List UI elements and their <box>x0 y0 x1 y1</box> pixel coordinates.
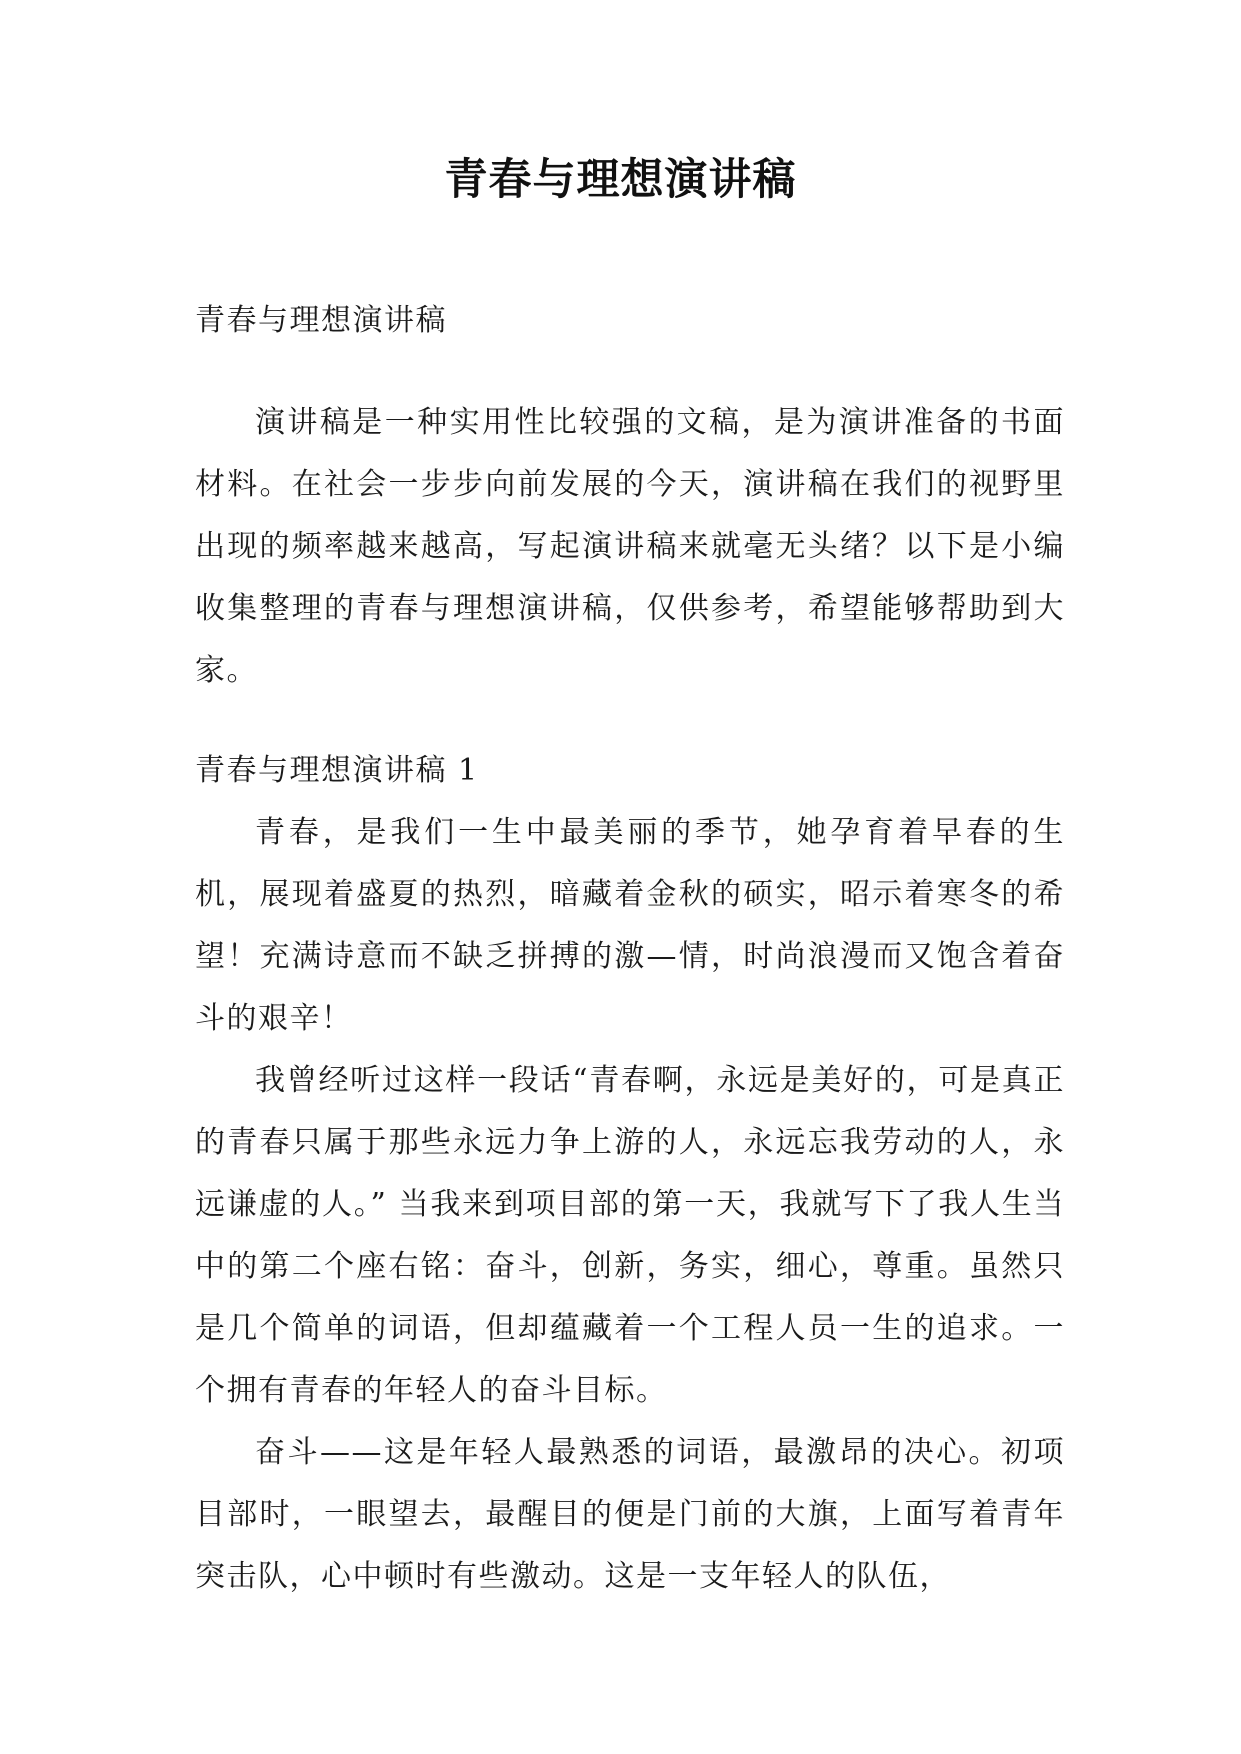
body-paragraph: 青春，是我们一生中最美丽的季节，她孕育着早春的生机，展现着盛夏的热烈，暗藏着金秋的硕实，昭示着寒冬的希望！充满诗意而不缺乏拼搏的激—情，时尚浪漫而又饱含着奋斗的艰辛！ <box>195 815 1065 1036</box>
body-paragraph: 奋斗——这是年轻人最熟悉的词语，最激昂的决心。初项目部时，一眼望去，最醒目的便是门前的大旗，上面写着青年突击队，心中顿时有些激动。这是一支年轻人的队伍， <box>195 1435 1065 1594</box>
intro-paragraph: 演讲稿是一种实用性比较强的文稿，是为演讲准备的书面材料。在社会一步步向前发展的今天，演讲稿在我们的视野里出现的频率越来越高，写起演讲稿来就毫无头绪？以下是小编收集整理的青春与理想演讲稿，仅供参考，希望能够帮助到大家。 <box>195 405 1065 688</box>
document-body <box>195 290 1065 1608</box>
body-paragraph: 我曾经听过这样一段话“青春啊，永远是美好的，可是真正的青春只属于那些永远力争上游的人，永远忘我劳动的人，永远谦虚的人。” 当我来到项目部的第一天，我就写下了我人生当中的第二个座右铭：奋斗，创新，务实，细心，尊重。虽然只是几个简单的词语，但却蕴藏着一个工程人员一生的追求。一个拥有青春的年轻人的奋斗目标。 <box>195 1063 1065 1408</box>
document-subtitle: 青春与理想演讲稿 <box>195 303 447 338</box>
document-title: 青春与理想演讲稿 <box>444 155 797 205</box>
section-heading: 青春与理想演讲稿 1 <box>195 753 479 788</box>
